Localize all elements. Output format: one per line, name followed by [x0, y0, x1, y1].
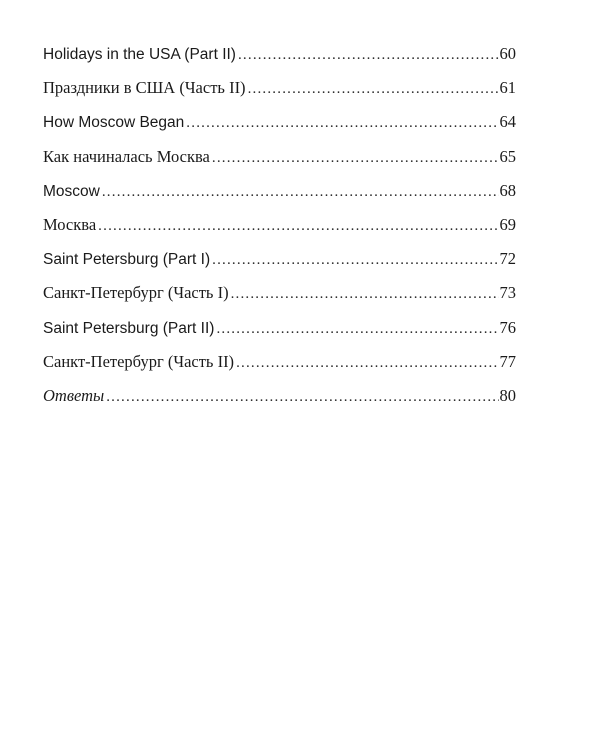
- toc-dot-leader: [102, 175, 499, 209]
- toc-entry-title: Москва: [43, 214, 97, 234]
- toc-dot-leader: [212, 243, 498, 277]
- toc-dot-leader: [98, 209, 498, 243]
- toc-dot-leader: [236, 346, 498, 380]
- toc-dot-leader: [106, 380, 498, 414]
- toc-entry-page: 64: [499, 112, 516, 132]
- toc-entry-title: Санкт-Петербург (Часть I): [43, 283, 229, 303]
- toc-entry: [43, 71, 516, 105]
- toc-entry-title: Saint Petersburg (Part I): [43, 251, 211, 269]
- toc-entry-title: Как начиналась Москва: [43, 146, 210, 166]
- toc-entry-page: 80: [499, 385, 516, 405]
- toc-entry-page: 60: [499, 44, 516, 63]
- toc-entry: [43, 140, 516, 174]
- toc-entry: [43, 105, 516, 139]
- toc-entry: [43, 174, 516, 208]
- toc-dot-leader: [212, 141, 499, 175]
- toc-entry-page: 72: [499, 249, 516, 269]
- table-of-contents: [43, 37, 516, 413]
- toc-entry-page: 69: [499, 214, 516, 234]
- toc-entry-title: Санкт-Петербург (Часть II): [43, 351, 235, 371]
- toc-entry-title: Saint Petersburg (Part II): [43, 319, 215, 337]
- toc-entry-title: Праздники в США (Часть II): [43, 78, 246, 98]
- toc-entry: [43, 311, 516, 345]
- toc-entry: [43, 242, 516, 276]
- toc-entry-page: 61: [499, 78, 516, 98]
- toc-dot-leader: [248, 72, 499, 106]
- toc-entry: [43, 276, 516, 310]
- toc-entry-page: 73: [499, 283, 516, 303]
- toc-entry-page: 65: [499, 146, 516, 166]
- toc-entry: [43, 208, 516, 242]
- toc-entry-page: 77: [499, 351, 516, 371]
- toc-dot-leader: [216, 312, 498, 346]
- toc-entry-title: Moscow: [43, 182, 100, 200]
- toc-entry: [43, 37, 516, 71]
- toc-entry-title: How Moscow Began: [43, 114, 185, 132]
- toc-entry: [43, 345, 516, 379]
- toc-entry-page: 68: [499, 180, 516, 200]
- toc-entry-title: Holidays in the USA (Part II): [43, 46, 236, 63]
- toc-entry-title: Ответы: [43, 385, 105, 405]
- toc-dot-leader: [238, 38, 499, 72]
- toc-entry-page: 76: [499, 317, 516, 337]
- toc-dot-leader: [186, 106, 498, 140]
- toc-entry: [43, 379, 516, 413]
- toc-dot-leader: [231, 277, 499, 311]
